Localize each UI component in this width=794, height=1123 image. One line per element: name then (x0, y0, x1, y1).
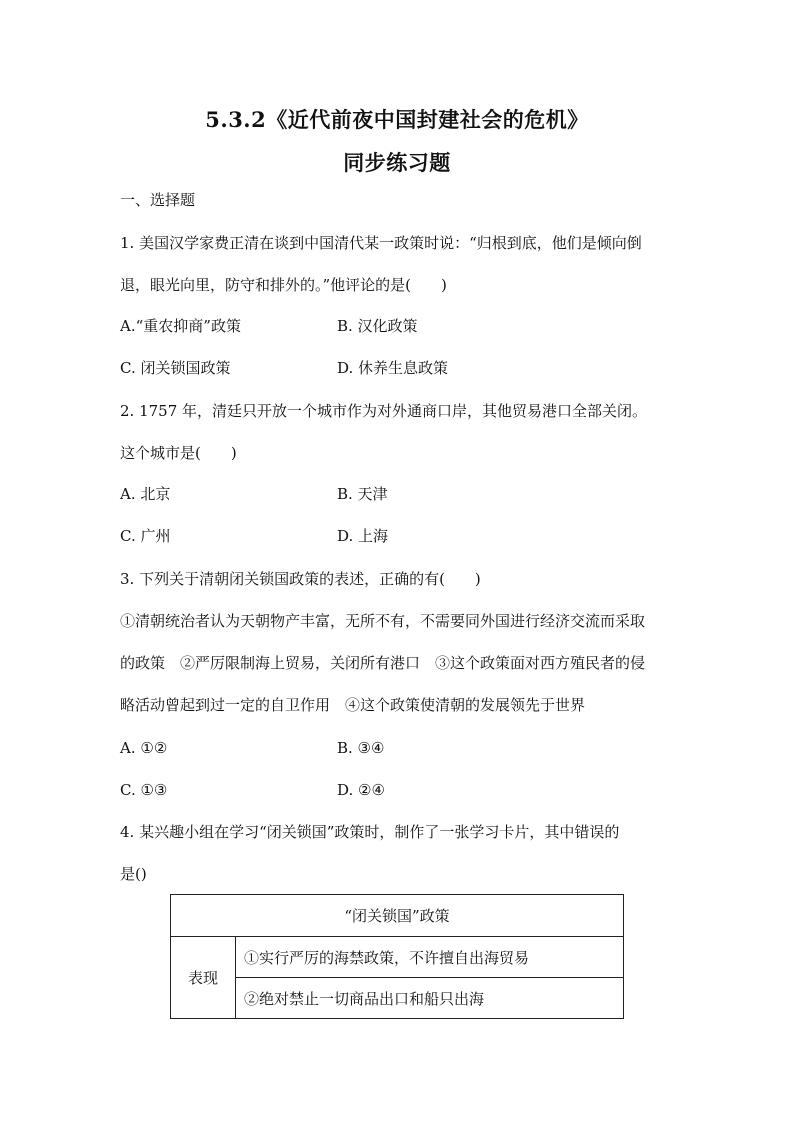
question-1-option-c: C. 闭关锁国政策 (120, 359, 231, 377)
question-1-option-a: A.“重农抑商”政策 (120, 317, 241, 335)
study-card-item-2: ②绝对禁止一切商品出口和船只出海 (236, 978, 624, 1019)
question-1-option-d: D. 休养生息政策 (337, 359, 449, 377)
document-subtitle: 同步练习题 (343, 150, 451, 175)
question-3-option-c: C. ①③ (120, 781, 168, 799)
question-2-stem-line2: 这个城市是( ) (120, 444, 237, 462)
study-card-header: “闭关锁国”政策 (171, 895, 624, 937)
document-title: 5.3.2《近代前夜中国封建社会的危机》 (205, 107, 589, 132)
question-3-option-d: D. ②④ (337, 781, 385, 799)
question-4-stem-line2: 是() (120, 865, 147, 883)
question-4-stem-line1: 4. 某兴趣小组在学习“闭关锁国”政策时，制作了一张学习卡片，其中错误的 (120, 823, 620, 841)
study-card-table (170, 894, 624, 1019)
question-2-option-b: B. 天津 (337, 485, 388, 503)
question-3-option-b: B. ③④ (337, 739, 385, 757)
question-1-stem-line2: 退，眼光向里，防守和排外的。”他评论的是( ) (120, 276, 447, 294)
question-2-stem-line1: 2. 1757 年，清廷只开放一个城市作为对外通商口岸，其他贸易港口全部关闭。 (120, 402, 648, 420)
question-3-option-a: A. ①② (120, 739, 168, 757)
question-3-stem-line1: 3. 下列关于清朝闭关锁国政策的表述，正确的有( ) (120, 570, 481, 588)
question-3-stem-line4: 略活动曾起到过一定的自卫作用 ④这个政策使清朝的发展领先于世界 (120, 696, 586, 714)
question-1-stem-line1: 1. 美国汉学家费正清在谈到中国清代某一政策时说：“归根到底，他们是倾向倒 (120, 234, 642, 252)
study-card-item-1: ①实行严厉的海禁政策，不许擅自出海贸易 (236, 937, 624, 978)
question-2-option-d: D. 上海 (337, 527, 389, 545)
question-2-option-c: C. 广州 (120, 527, 171, 545)
question-3-stem-line3: 的政策 ②严厉限制海上贸易，关闭所有港口 ③这个政策面对西方殖民者的侵 (120, 654, 646, 672)
study-card-row-label: 表现 (171, 937, 236, 1019)
section-heading: 一、选择题 (120, 191, 196, 209)
question-3-stem-line2: ①清朝统治者认为天朝物产丰富，无所不有，不需要同外国进行经济交流而采取 (120, 612, 646, 630)
question-1-option-b: B. 汉化政策 (337, 317, 418, 335)
question-2-option-a: A. 北京 (120, 485, 171, 503)
